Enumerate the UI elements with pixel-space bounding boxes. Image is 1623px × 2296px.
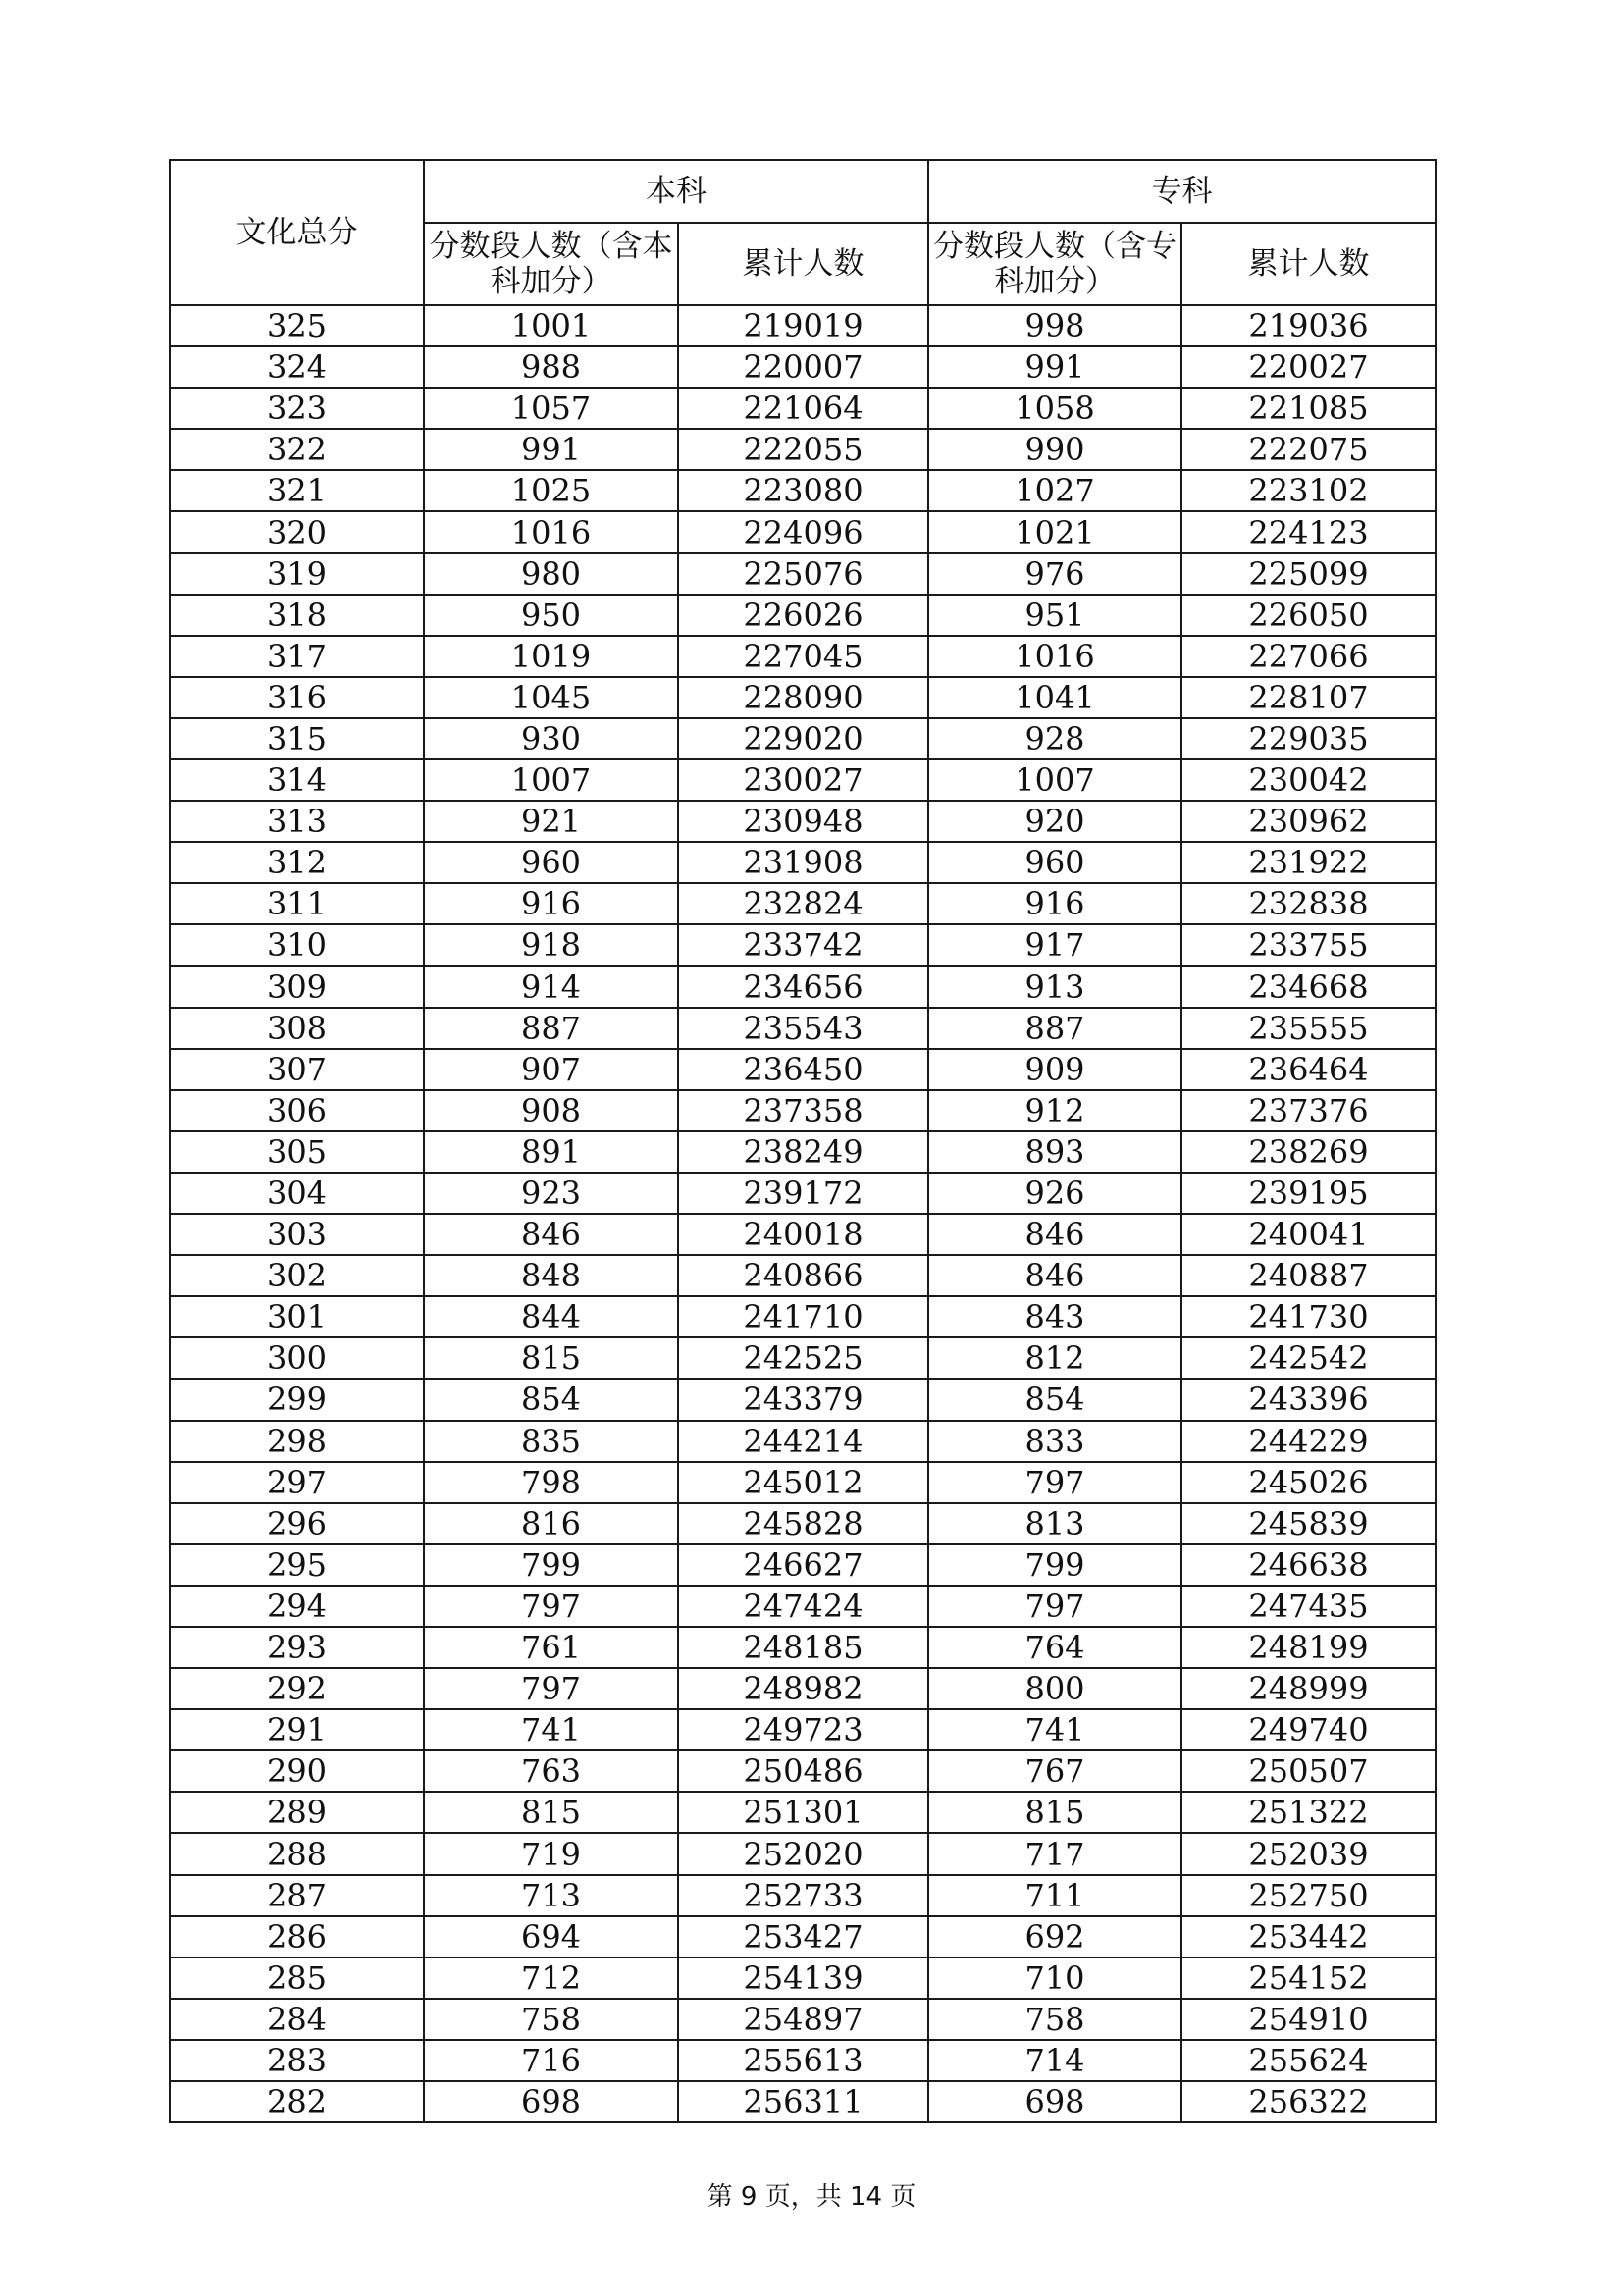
cell-benke-segment-count: 741 [424,1709,678,1750]
cell-zhuanke-cumulative: 248999 [1181,1668,1436,1709]
table-row [170,1999,1436,2040]
cell-zhuanke-segment-count: 741 [928,1709,1181,1750]
cell-benke-segment-count: 988 [424,346,678,388]
cell-benke-cumulative: 246627 [678,1544,928,1586]
cell-zhuanke-cumulative: 246638 [1181,1544,1436,1586]
table-row [170,1792,1436,1833]
cell-benke-segment-count: 854 [424,1379,678,1420]
cell-benke-cumulative: 229020 [678,718,928,759]
cell-zhuanke-segment-count: 815 [928,1792,1181,1833]
table-row [170,1957,1436,1999]
cell-benke-cumulative: 240866 [678,1255,928,1296]
table-row [170,1586,1436,1627]
score-table-body [170,305,1436,2122]
cell-zhuanke-cumulative: 229035 [1181,718,1436,759]
cell-zhuanke-segment-count: 714 [928,2040,1181,2081]
cell-benke-segment-count: 835 [424,1421,678,1462]
cell-total-score: 284 [170,1999,424,2040]
table-row [170,553,1436,595]
cell-benke-cumulative: 219019 [678,305,928,346]
cell-benke-segment-count: 763 [424,1750,678,1792]
cell-total-score: 288 [170,1833,424,1874]
cell-benke-segment-count: 815 [424,1337,678,1379]
cell-total-score: 300 [170,1337,424,1379]
cell-total-score: 313 [170,801,424,842]
cell-zhuanke-segment-count: 797 [928,1586,1181,1627]
table-row [170,2040,1436,2081]
cell-total-score: 324 [170,346,424,388]
cell-benke-cumulative: 255613 [678,2040,928,2081]
cell-benke-segment-count: 930 [424,718,678,759]
cell-zhuanke-cumulative: 233755 [1181,924,1436,965]
cell-benke-segment-count: 950 [424,595,678,636]
cell-total-score: 293 [170,1627,424,1668]
cell-zhuanke-cumulative: 249740 [1181,1709,1436,1750]
cell-total-score: 301 [170,1296,424,1337]
cell-total-score: 299 [170,1379,424,1420]
table-row [170,759,1436,801]
cell-total-score: 295 [170,1544,424,1586]
cell-zhuanke-cumulative: 254910 [1181,1999,1436,2040]
cell-zhuanke-segment-count: 797 [928,1462,1181,1503]
cell-total-score: 283 [170,2040,424,2081]
cell-zhuanke-segment-count: 917 [928,924,1181,965]
cell-benke-cumulative: 245012 [678,1462,928,1503]
header-benke-cumulative: 累计人数 [678,223,928,305]
cell-benke-cumulative: 245828 [678,1503,928,1544]
cell-benke-segment-count: 1016 [424,511,678,552]
cell-benke-cumulative: 237358 [678,1090,928,1131]
cell-benke-cumulative: 251301 [678,1792,928,1833]
cell-benke-cumulative: 227045 [678,636,928,677]
table-row [170,1255,1436,1296]
cell-total-score: 320 [170,511,424,552]
table-row [170,966,1436,1008]
cell-benke-cumulative: 254139 [678,1957,928,1999]
cell-benke-cumulative: 230027 [678,759,928,801]
table-row [170,1173,1436,1214]
cell-benke-cumulative: 236450 [678,1049,928,1090]
table-row [170,511,1436,552]
table-row [170,1462,1436,1503]
cell-zhuanke-segment-count: 710 [928,1957,1181,1999]
cell-zhuanke-segment-count: 833 [928,1421,1181,1462]
cell-benke-segment-count: 1045 [424,677,678,718]
cell-benke-cumulative: 250486 [678,1750,928,1792]
header-zhuanke-cumulative: 累计人数 [1181,223,1436,305]
cell-zhuanke-cumulative: 244229 [1181,1421,1436,1462]
cell-zhuanke-cumulative: 221085 [1181,388,1436,429]
cell-zhuanke-cumulative: 240887 [1181,1255,1436,1296]
cell-zhuanke-cumulative: 247435 [1181,1586,1436,1627]
cell-total-score: 316 [170,677,424,718]
cell-zhuanke-segment-count: 913 [928,966,1181,1008]
table-row [170,1627,1436,1668]
cell-total-score: 291 [170,1709,424,1750]
cell-total-score: 315 [170,718,424,759]
table-row [170,1379,1436,1420]
cell-benke-segment-count: 797 [424,1668,678,1709]
cell-benke-segment-count: 991 [424,429,678,470]
cell-benke-segment-count: 797 [424,1586,678,1627]
cell-zhuanke-cumulative: 238269 [1181,1131,1436,1173]
cell-benke-segment-count: 1057 [424,388,678,429]
header-zhuanke-segment-count: 分数段人数（含专科加分） [928,223,1181,305]
cell-zhuanke-cumulative: 226050 [1181,595,1436,636]
cell-total-score: 323 [170,388,424,429]
cell-zhuanke-segment-count: 960 [928,842,1181,883]
cell-zhuanke-cumulative: 248199 [1181,1627,1436,1668]
cell-benke-segment-count: 698 [424,2081,678,2122]
cell-benke-cumulative: 230948 [678,801,928,842]
cell-zhuanke-cumulative: 239195 [1181,1173,1436,1214]
cell-zhuanke-cumulative: 224123 [1181,511,1436,552]
cell-total-score: 317 [170,636,424,677]
cell-zhuanke-segment-count: 698 [928,2081,1181,2122]
cell-total-score: 286 [170,1916,424,1957]
cell-zhuanke-cumulative: 219036 [1181,305,1436,346]
cell-benke-cumulative: 244214 [678,1421,928,1462]
table-row [170,924,1436,965]
cell-benke-cumulative: 223080 [678,470,928,511]
cell-zhuanke-cumulative: 232838 [1181,883,1436,924]
cell-benke-segment-count: 1025 [424,470,678,511]
cell-benke-cumulative: 225076 [678,553,928,595]
cell-zhuanke-segment-count: 916 [928,883,1181,924]
cell-benke-segment-count: 918 [424,924,678,965]
cell-benke-cumulative: 249723 [678,1709,928,1750]
cell-total-score: 296 [170,1503,424,1544]
cell-benke-segment-count: 980 [424,553,678,595]
table-row [170,305,1436,346]
cell-benke-segment-count: 816 [424,1503,678,1544]
cell-zhuanke-cumulative: 235555 [1181,1008,1436,1049]
cell-zhuanke-cumulative: 245026 [1181,1462,1436,1503]
cell-total-score: 304 [170,1173,424,1214]
cell-zhuanke-cumulative: 251322 [1181,1792,1436,1833]
cell-zhuanke-cumulative: 220027 [1181,346,1436,388]
cell-zhuanke-cumulative: 230042 [1181,759,1436,801]
cell-zhuanke-cumulative: 256322 [1181,2081,1436,2122]
cell-zhuanke-cumulative: 241730 [1181,1296,1436,1337]
cell-benke-segment-count: 712 [424,1957,678,1999]
cell-benke-segment-count: 761 [424,1627,678,1668]
table-row [170,677,1436,718]
cell-benke-cumulative: 220007 [678,346,928,388]
cell-zhuanke-segment-count: 717 [928,1833,1181,1874]
cell-zhuanke-cumulative: 227066 [1181,636,1436,677]
cell-benke-segment-count: 758 [424,1999,678,2040]
cell-benke-cumulative: 243379 [678,1379,928,1420]
cell-zhuanke-segment-count: 1016 [928,636,1181,677]
cell-benke-segment-count: 960 [424,842,678,883]
table-row [170,842,1436,883]
table-row [170,2081,1436,2122]
cell-total-score: 311 [170,883,424,924]
cell-zhuanke-segment-count: 764 [928,1627,1181,1668]
cell-benke-cumulative: 242525 [678,1337,928,1379]
cell-zhuanke-segment-count: 998 [928,305,1181,346]
table-row [170,1916,1436,1957]
table-row [170,1875,1436,1916]
cell-total-score: 294 [170,1586,424,1627]
header-group-zhuanke: 专科 [928,160,1436,223]
cell-zhuanke-segment-count: 843 [928,1296,1181,1337]
cell-benke-segment-count: 923 [424,1173,678,1214]
cell-total-score: 325 [170,305,424,346]
score-distribution-table [169,159,1437,2123]
cell-zhuanke-cumulative: 242542 [1181,1337,1436,1379]
cell-total-score: 305 [170,1131,424,1173]
table-row [170,470,1436,511]
cell-benke-segment-count: 798 [424,1462,678,1503]
cell-total-score: 312 [170,842,424,883]
cell-total-score: 303 [170,1214,424,1255]
cell-zhuanke-cumulative: 252750 [1181,1875,1436,1916]
cell-zhuanke-cumulative: 243396 [1181,1379,1436,1420]
cell-total-score: 292 [170,1668,424,1709]
cell-benke-segment-count: 908 [424,1090,678,1131]
table-row [170,1709,1436,1750]
cell-zhuanke-segment-count: 1041 [928,677,1181,718]
cell-total-score: 308 [170,1008,424,1049]
cell-zhuanke-cumulative: 252039 [1181,1833,1436,1874]
cell-benke-cumulative: 221064 [678,388,928,429]
table-row [170,1668,1436,1709]
cell-benke-segment-count: 914 [424,966,678,1008]
cell-zhuanke-segment-count: 909 [928,1049,1181,1090]
cell-benke-segment-count: 719 [424,1833,678,1874]
cell-benke-segment-count: 887 [424,1008,678,1049]
cell-benke-segment-count: 916 [424,883,678,924]
cell-total-score: 302 [170,1255,424,1296]
cell-zhuanke-segment-count: 1021 [928,511,1181,552]
cell-benke-segment-count: 907 [424,1049,678,1090]
cell-zhuanke-segment-count: 800 [928,1668,1181,1709]
cell-zhuanke-cumulative: 237376 [1181,1090,1436,1131]
table-row [170,388,1436,429]
table-row [170,1833,1436,1874]
table-row [170,1503,1436,1544]
cell-benke-segment-count: 921 [424,801,678,842]
cell-benke-cumulative: 233742 [678,924,928,965]
cell-zhuanke-cumulative: 250507 [1181,1750,1436,1792]
cell-zhuanke-cumulative: 223102 [1181,470,1436,511]
cell-benke-segment-count: 694 [424,1916,678,1957]
cell-total-score: 285 [170,1957,424,1999]
cell-benke-cumulative: 252020 [678,1833,928,1874]
cell-zhuanke-segment-count: 912 [928,1090,1181,1131]
cell-benke-cumulative: 231908 [678,842,928,883]
cell-benke-segment-count: 1007 [424,759,678,801]
cell-zhuanke-cumulative: 240041 [1181,1214,1436,1255]
cell-benke-cumulative: 234656 [678,966,928,1008]
table-row [170,718,1436,759]
table-row [170,429,1436,470]
cell-zhuanke-segment-count: 887 [928,1008,1181,1049]
cell-total-score: 290 [170,1750,424,1792]
cell-zhuanke-segment-count: 767 [928,1750,1181,1792]
cell-zhuanke-cumulative: 222075 [1181,429,1436,470]
cell-benke-cumulative: 247424 [678,1586,928,1627]
table-row [170,346,1436,388]
header-benke-segment-count: 分数段人数（含本科加分） [424,223,678,305]
cell-benke-cumulative: 241710 [678,1296,928,1337]
table-row [170,1008,1436,1049]
cell-benke-segment-count: 716 [424,2040,678,2081]
cell-benke-cumulative: 238249 [678,1131,928,1173]
cell-zhuanke-cumulative: 234668 [1181,966,1436,1008]
cell-benke-cumulative: 235543 [678,1008,928,1049]
cell-total-score: 322 [170,429,424,470]
table-row [170,1090,1436,1131]
cell-total-score: 287 [170,1875,424,1916]
cell-zhuanke-segment-count: 758 [928,1999,1181,2040]
cell-total-score: 309 [170,966,424,1008]
cell-benke-cumulative: 256311 [678,2081,928,2122]
header-group-benke: 本科 [424,160,928,223]
table-row [170,595,1436,636]
cell-benke-segment-count: 844 [424,1296,678,1337]
table-row [170,801,1436,842]
cell-benke-segment-count: 713 [424,1875,678,1916]
table-row [170,883,1436,924]
table-row [170,1421,1436,1462]
cell-benke-segment-count: 1019 [424,636,678,677]
table-row [170,1131,1436,1173]
table-row [170,1214,1436,1255]
cell-zhuanke-segment-count: 846 [928,1255,1181,1296]
cell-benke-cumulative: 240018 [678,1214,928,1255]
cell-zhuanke-segment-count: 991 [928,346,1181,388]
cell-zhuanke-segment-count: 812 [928,1337,1181,1379]
cell-benke-cumulative: 222055 [678,429,928,470]
cell-zhuanke-segment-count: 1058 [928,388,1181,429]
cell-zhuanke-segment-count: 926 [928,1173,1181,1214]
cell-benke-segment-count: 891 [424,1131,678,1173]
cell-zhuanke-cumulative: 230962 [1181,801,1436,842]
cell-zhuanke-segment-count: 1007 [928,759,1181,801]
cell-benke-cumulative: 226026 [678,595,928,636]
cell-benke-cumulative: 253427 [678,1916,928,1957]
cell-total-score: 297 [170,1462,424,1503]
cell-zhuanke-segment-count: 976 [928,553,1181,595]
cell-benke-segment-count: 1001 [424,305,678,346]
cell-zhuanke-segment-count: 951 [928,595,1181,636]
cell-zhuanke-cumulative: 236464 [1181,1049,1436,1090]
cell-total-score: 318 [170,595,424,636]
cell-zhuanke-segment-count: 799 [928,1544,1181,1586]
table-row [170,636,1436,677]
cell-zhuanke-cumulative: 253442 [1181,1916,1436,1957]
cell-zhuanke-segment-count: 846 [928,1214,1181,1255]
table-row [170,1750,1436,1792]
table-row [170,1296,1436,1337]
cell-benke-cumulative: 254897 [678,1999,928,2040]
cell-total-score: 298 [170,1421,424,1462]
cell-zhuanke-segment-count: 711 [928,1875,1181,1916]
cell-benke-segment-count: 846 [424,1214,678,1255]
cell-benke-cumulative: 248982 [678,1668,928,1709]
cell-zhuanke-segment-count: 990 [928,429,1181,470]
cell-zhuanke-segment-count: 1027 [928,470,1181,511]
cell-zhuanke-segment-count: 928 [928,718,1181,759]
cell-zhuanke-cumulative: 231922 [1181,842,1436,883]
cell-zhuanke-cumulative: 225099 [1181,553,1436,595]
cell-benke-cumulative: 248185 [678,1627,928,1668]
cell-zhuanke-segment-count: 813 [928,1503,1181,1544]
cell-total-score: 314 [170,759,424,801]
cell-benke-cumulative: 228090 [678,677,928,718]
cell-zhuanke-cumulative: 228107 [1181,677,1436,718]
cell-benke-segment-count: 815 [424,1792,678,1833]
header-total-score: 文化总分 [170,160,424,305]
cell-benke-cumulative: 239172 [678,1173,928,1214]
cell-benke-segment-count: 848 [424,1255,678,1296]
cell-total-score: 319 [170,553,424,595]
cell-zhuanke-cumulative: 254152 [1181,1957,1436,1999]
cell-benke-segment-count: 799 [424,1544,678,1586]
table-row [170,1544,1436,1586]
cell-zhuanke-segment-count: 692 [928,1916,1181,1957]
cell-benke-cumulative: 224096 [678,511,928,552]
cell-zhuanke-cumulative: 255624 [1181,2040,1436,2081]
cell-total-score: 307 [170,1049,424,1090]
cell-benke-cumulative: 232824 [678,883,928,924]
page-number: 第 9 页，共 14 页 [707,2182,916,2212]
cell-zhuanke-segment-count: 920 [928,801,1181,842]
table-row [170,1337,1436,1379]
cell-benke-cumulative: 252733 [678,1875,928,1916]
cell-zhuanke-cumulative: 245839 [1181,1503,1436,1544]
cell-total-score: 310 [170,924,424,965]
cell-total-score: 321 [170,470,424,511]
cell-zhuanke-segment-count: 854 [928,1379,1181,1420]
table-row [170,1049,1436,1090]
cell-zhuanke-segment-count: 893 [928,1131,1181,1173]
cell-total-score: 289 [170,1792,424,1833]
cell-total-score: 282 [170,2081,424,2122]
cell-total-score: 306 [170,1090,424,1131]
